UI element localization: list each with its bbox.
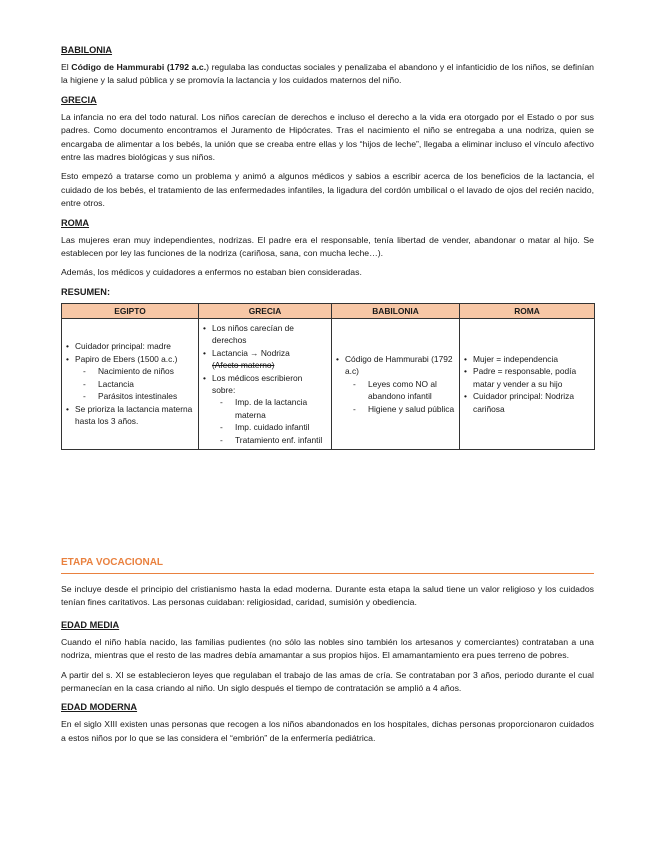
heading-grecia: GRECIA [61, 94, 97, 105]
sub-item: - Nacimiento de niños [83, 365, 194, 377]
cell-egipto [62, 318, 199, 449]
document-page [61, 44, 594, 450]
list-item: • Padre = responsable, podía matar y vender a su hijo [464, 365, 590, 390]
list-item: • Cuidador principal: madre [66, 340, 194, 352]
table-row [62, 318, 595, 449]
sub-item: - Lactancia [83, 378, 194, 390]
sub-item: - Tratamiento enf. infantil [220, 434, 327, 446]
list-item: • Lactancia → Nodriza (Afecto materno) [203, 347, 327, 372]
heading-babilonia: BABILONIA [61, 45, 113, 55]
sub-item: - Leyes como NO al abandono infantil [353, 378, 455, 403]
list-item: • Código de Hammurabi (1792 a.c) - Leyes como NO al abandono infantil - Higiene y salud pública [336, 353, 455, 415]
etapa-paragraph: Se incluye desde el principio del cristianismo hasta la edad moderna. Durante esta etapa la salud tiene un valor religioso y los cuidados tenían fines caritativos. Las personas cuidaban: religiosidad, caridad, sumisión y obediencia. [61, 584, 594, 608]
col-header-roma: ROMA [460, 303, 595, 318]
sub-item: - Imp. cuidado infantil [220, 421, 327, 433]
edad-media-paragraph-1: Cuando el niño había nacido, las familias pudientes (no sólo las nobles sino también los artesanos y comerciantes) contrataban a una nodriza, mientras que el resto de las madres debía amamantar a sus propios hijos. El amamantamiento era pues terreno de pobres. [61, 636, 594, 661]
col-header-grecia: GRECIA [199, 303, 332, 318]
heading-edad-media: EDAD MEDIA [61, 619, 120, 630]
grecia-paragraph-2: Esto empezó a tratarse como un problema y animó a algunos médicos y sabios a escribir acerca de los beneficios de la lactancia, el cuidado de los bebés, el tratamiento de las enfermedades infantiles, la ligadura del cordón umbilical o el lavado de ojos del recién nacido, entre otros. [61, 171, 594, 209]
edad-media-paragraph-2: A partir del s. XI se establecieron leyes que regulaban el trabajo de las amas de cría. Se contrataban por 3 años, periodo durante el cual permanecían en la casa criando al niño. Un siglo después el tiempo de contratación se amplió a 4 años. [61, 669, 594, 694]
roma-paragraph-2: Además, los médicos y cuidadores a enfermos no estaban bien consideradas. [61, 267, 362, 278]
heading-resumen: RESUMEN: [61, 286, 111, 297]
list-item: • Papiro de Ebers (1500 a.c.) - Nacimiento de niños - Lactancia - Parásitos intestinales [66, 353, 194, 403]
hammurabi-code: Código de Hammurabi (1792 a.c. [71, 62, 207, 72]
col-header-babilonia: BABILONIA [332, 303, 460, 318]
list-item: • Los niños carecían de derechos [203, 322, 327, 347]
sub-item: - Higiene y salud pública [353, 403, 455, 415]
list-item: • Mujer = independencia [464, 353, 590, 365]
summary-table [61, 303, 595, 450]
list-item: • Cuidador principal: Nodriza cariñosa [464, 390, 590, 415]
grecia-paragraph-1: La infancia no era del todo natural. Los niños carecían de derechos e incluso el derecho a la vida era otorgado por el Estado o por sus padres. Como documento encontramos el Juramento de Hipócrates. Tras el nacimiento el niño se entregaba a una nodriza, quien se encargaba de alimentar a los bebés, la unión que se creaba entre ellas y los “hijos de leche”, llegaba a eliminar incluso el vínculo afectivo entre las madres biológicas y sus niños. [61, 111, 594, 163]
sub-item: - Parásitos intestinales [83, 390, 194, 402]
sub-item: - Imp. de la lactancia materna [220, 396, 327, 421]
cell-grecia [199, 318, 332, 449]
list-item: • Se prioriza la lactancia materna hasta los 3 años. [66, 403, 194, 428]
section-title-etapa-vocacional: ETAPA VOCACIONAL [61, 556, 594, 574]
etapa-vocacional-section [61, 556, 594, 751]
struck-text: (Afecto materno) [212, 360, 275, 371]
edad-moderna-paragraph: En el siglo XIII existen unas personas que recogen a los niños abandonados en los hospitales, dichas personas proporcionaron cuidados a estos niños por lo que se las considera el “embrión” de la enfermería pediátrica. [61, 719, 594, 743]
babilonia-paragraph: El Código de Hammurabi (1792 a.c.) regulaba las conductas sociales y penalizaba el abandono y el infanticidio de los niños, se definían la higiene y la salud pública y se promovía la lactancia y los cuidados maternos del niño. [61, 62, 594, 86]
heading-edad-moderna: EDAD MODERNA [61, 702, 138, 713]
table-header-row [62, 303, 595, 318]
cell-babilonia [332, 318, 460, 449]
roma-paragraph-1: Las mujeres eran muy independientes, nodrizas. El padre era el responsable, tenía libertad de vender, abandonar o matar al hijo. Se establecen por ley las funciones de la nodriza (cariñosa, sana, con mucha leche…). [61, 234, 594, 259]
cell-roma [460, 318, 595, 449]
heading-roma: ROMA [61, 217, 90, 228]
col-header-egipto: EGIPTO [62, 303, 199, 318]
list-item: • Los médicos escribieron sobre: - Imp. de la lactancia materna - Imp. cuidado infantil - Tratamiento enf. infantil [203, 372, 327, 446]
